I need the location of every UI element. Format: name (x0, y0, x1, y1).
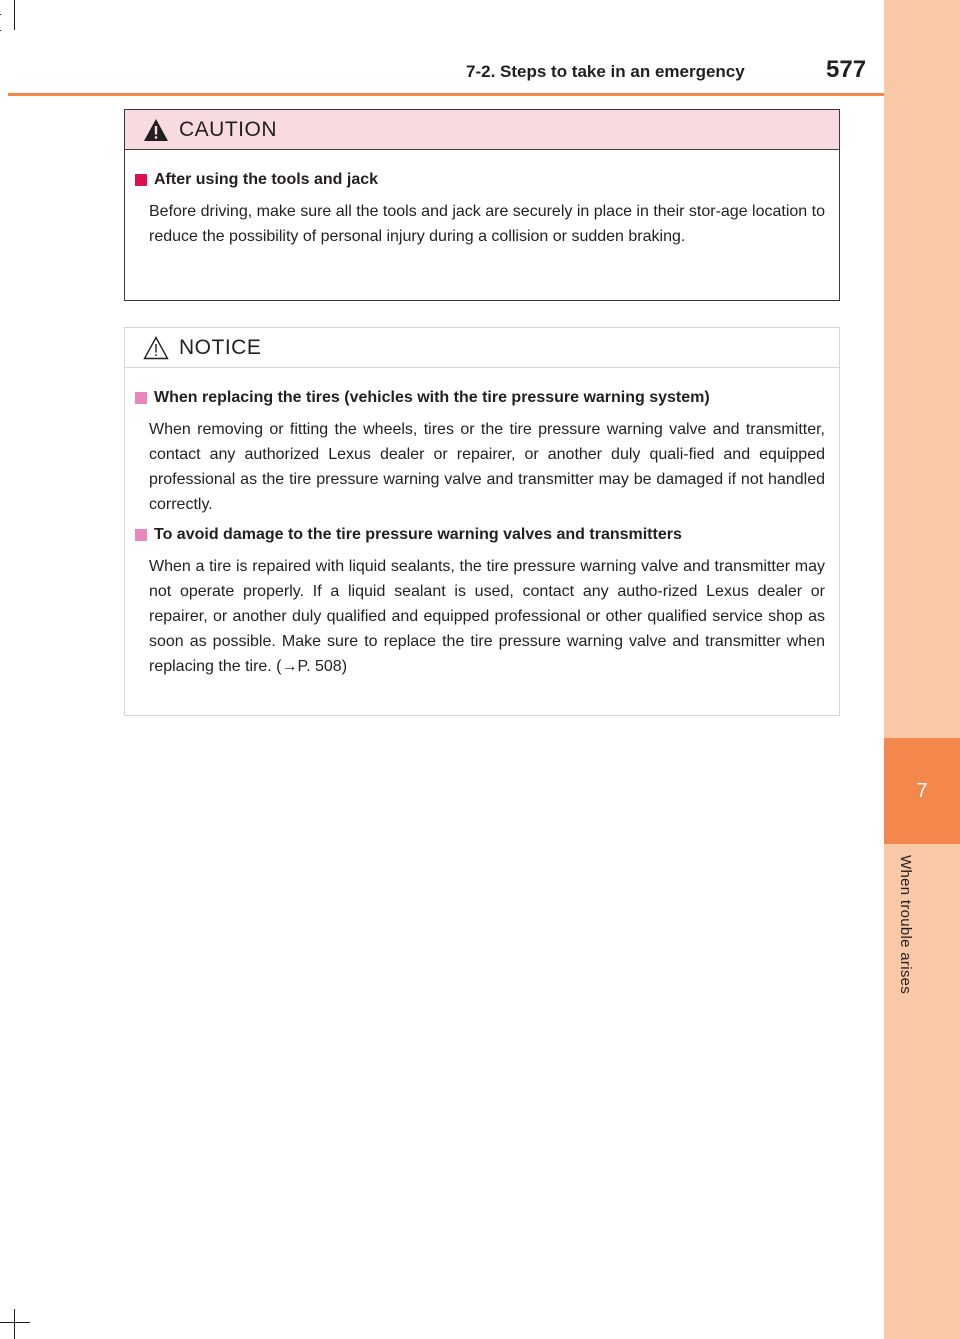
caution-item-title-row (135, 170, 825, 190)
header-rule (8, 93, 884, 96)
caution-item-body: Before driving, make sure all the tools and jack are securely in place in their stor-age location to reduce the possibility of personal injury during a collision or sudden braking. (149, 203, 825, 245)
crop-mark-top-left-vertical (14, 0, 15, 30)
section-heading: 7-2. Steps to take in an emergency (466, 62, 745, 81)
chapter-number-tab: 7 (884, 738, 960, 844)
notice-box (124, 327, 840, 716)
square-bullet-icon (135, 174, 147, 186)
notice-item-title: When replacing the tires (vehicles with the tire pressure warning system) (154, 389, 710, 406)
chapter-title-vertical: When trouble arises (897, 855, 914, 995)
caution-item (125, 170, 839, 249)
crop-mark-bottom-left-horizontal (0, 1322, 30, 1323)
notice-item (125, 525, 839, 679)
notice-item-title: To avoid damage to the tire pressure warning valves and transmitters (154, 526, 682, 543)
notice-header (125, 328, 839, 368)
notice-item-body: When a tire is repaired with liquid sealants, the tire pressure warning valve and transmitter may not operate properly. If a liquid sealant is used, contact any autho-rized Lexus dealer or repairer, or another duly qualified and equipped professional or other qualified service shop as soon as possible. Make sure to replace the tire pressure warning valve and transmitter when replacing the tire. (→P. 508) (149, 558, 825, 675)
square-bullet-icon (135, 529, 147, 541)
square-bullet-icon (135, 392, 147, 404)
caution-box (124, 109, 840, 301)
caution-item-title: After using the tools and jack (154, 171, 379, 188)
warning-triangle-icon (143, 118, 169, 142)
page-number: 577 (826, 56, 867, 83)
notice-heading: NOTICE (179, 335, 262, 359)
chapter-side-tab (884, 0, 960, 1339)
crop-mark-bottom-left-vertical (14, 1309, 15, 1339)
notice-triangle-icon (143, 336, 169, 360)
caution-heading: CAUTION (179, 117, 277, 141)
caution-header (125, 110, 839, 150)
crop-mark-top-left-h2 (0, 30, 1, 31)
crop-mark-top-left-horizontal (0, 14, 1, 15)
notice-item-title-row (135, 525, 825, 545)
notice-item-title-row (135, 388, 825, 408)
notice-item (125, 388, 839, 517)
notice-item-body: When removing or fitting the wheels, tires or the tire pressure warning valve and transmitter, contact any authorized Lexus dealer or repairer, or another duly quali-fied and equipped professional as the tire pressure warning valve and transmitter may be damaged if not handled correctly. (149, 421, 825, 513)
